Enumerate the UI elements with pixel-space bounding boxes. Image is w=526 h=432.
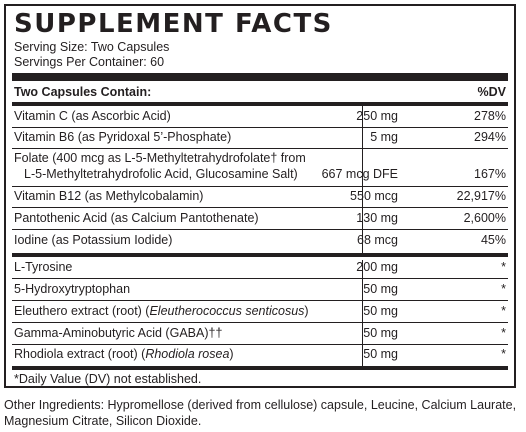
nutrient-amount: 5 mg — [370, 130, 398, 144]
nutrient-name: Vitamin B12 (as Methylcobalamin) — [14, 189, 204, 203]
row-divider — [12, 148, 508, 149]
row-divider — [12, 300, 508, 301]
nutrient-amount: 667 mcg DFE — [321, 167, 398, 181]
nutrient-name: Vitamin B6 (as Pyridoxal 5’-Phosphate) — [14, 130, 232, 144]
medium-divider — [12, 366, 508, 370]
nutrient-dv: 167% — [474, 167, 506, 181]
ingredient-name: 5-Hydroxytryptophan — [14, 282, 131, 296]
ingredient-dv: * — [501, 326, 506, 340]
nutrient-name: Pantothenic Acid (as Calcium Pantothenate) — [14, 211, 259, 225]
nutrient-name: Iodine (as Potassium Iodide) — [14, 233, 173, 247]
ingredient-dv: * — [501, 282, 506, 296]
nutrient-dv: 278% — [474, 109, 506, 123]
panel-title: SUPPLEMENT FACTS — [14, 9, 333, 39]
row-divider — [12, 229, 508, 230]
thick-divider — [12, 73, 508, 81]
ingredient-amount: 50 mg — [363, 304, 398, 318]
ingredient-dv: * — [501, 304, 506, 318]
row-divider — [12, 207, 508, 208]
row-divider — [12, 344, 508, 345]
nutrient-name: Vitamin C (as Ascorbic Acid) — [14, 109, 171, 123]
row-divider — [12, 278, 508, 279]
row-divider — [12, 127, 508, 128]
serving-size: Serving Size: Two Capsules — [14, 40, 170, 54]
ingredient-dv: * — [501, 347, 506, 361]
nutrient-dv: 45% — [480, 233, 506, 247]
nutrient-amount: 68 mcg — [357, 233, 398, 247]
nutrient-name: Folate (400 mcg as L-5-Methyltetrahydrofolate† from — [14, 151, 306, 165]
ingredient-name: Eleuthero extract (root) (Eleutherococcus senticosus) — [14, 304, 309, 318]
ingredient-amount: 50 mg — [363, 347, 398, 361]
nutrient-dv: 22,917% — [456, 189, 506, 203]
ingredient-name: L-Tyrosine — [14, 260, 73, 274]
nutrient-amount: 550 mcg — [350, 189, 398, 203]
ingredient-dv: * — [501, 260, 506, 274]
nutrient-amount: 250 mg — [356, 109, 398, 123]
header-dv: %DV — [477, 85, 506, 99]
row-divider — [12, 322, 508, 323]
row-divider — [12, 186, 508, 187]
nutrient-amount: 130 mg — [356, 211, 398, 225]
supplement-facts-panel — [4, 4, 516, 388]
ingredient-name: Gamma-Aminobutyric Acid (GABA)†† — [14, 326, 223, 340]
medium-divider — [12, 102, 508, 106]
nutrient-dv: 2,600% — [463, 211, 506, 225]
ingredient-amount: 50 mg — [363, 282, 398, 296]
medium-divider — [12, 253, 508, 257]
nutrient-name-continued: L-5-Methyltetrahydrofolic Acid, Glucosamine Salt) — [24, 167, 298, 181]
other-ingredients: Other Ingredients: Hypromellose (derived from cellulose) capsule, Leucine, Calcium Laurate, Magnesium Citrate, Silicon Dioxide. — [4, 398, 517, 428]
ingredient-amount: 50 mg — [363, 326, 398, 340]
ingredient-name: Rhodiola extract (root) (Rhodiola rosea) — [14, 347, 234, 361]
nutrient-dv: 294% — [474, 130, 506, 144]
header-label: Two Capsules Contain: — [14, 85, 152, 99]
servings-per-container: Servings Per Container: 60 — [14, 55, 165, 69]
ingredient-amount: 200 mg — [356, 260, 398, 274]
dv-footnote: *Daily Value (DV) not established. — [14, 372, 202, 386]
table-row — [14, 151, 506, 183]
